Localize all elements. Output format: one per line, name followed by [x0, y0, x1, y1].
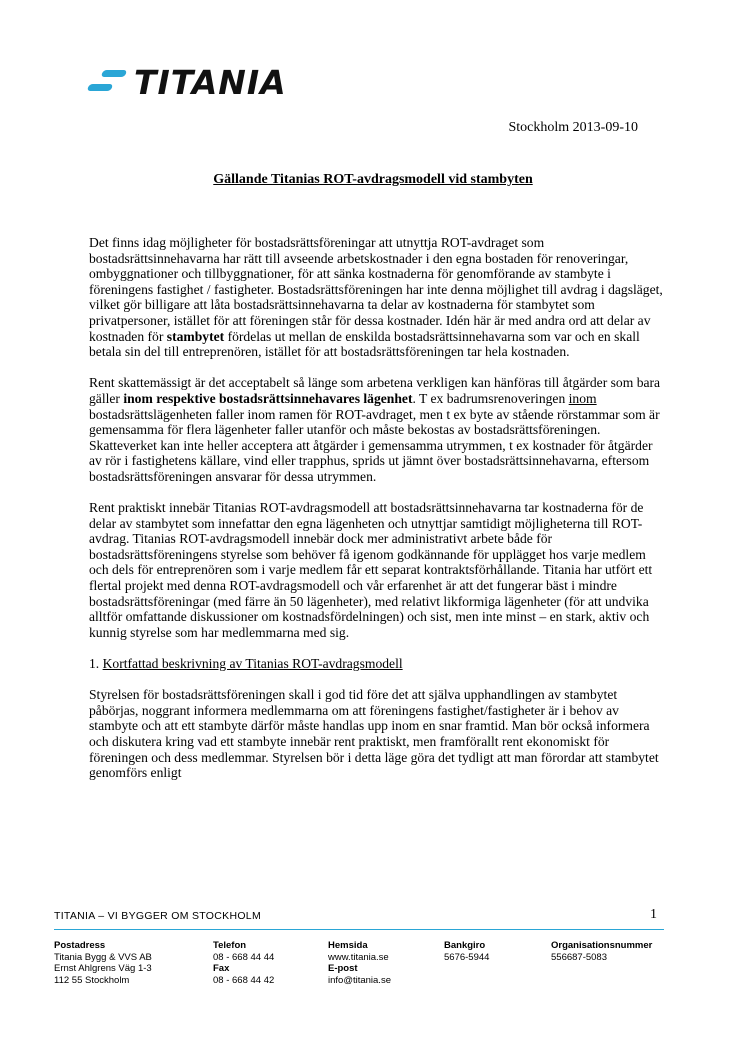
letter-title: Gällande Titanias ROT-avdragsmodell vid stambyten	[213, 172, 533, 187]
paragraph-2: Rent skattemässigt är det acceptabelt så länge som arbetena verkligen kan hänföras till åtgärder som bara gäller inom respektive bostadsrättsinnehavares lägenhet. T ex badrumsrenoveringen inom bostadsrättslägenheten faller inom ramen för ROT-avdraget, men t ex byte av stående rörstammar som är gemensamma för flera lägenheter faller utanför och måste bekostas av bostadsrättsföreningen. Skatteverket kan inte heller acceptera att åtgärder i gemensamma utrymmen, t ex kostnader för åtgärder av rör i fastighetens källare, vind eller trapphus, sprids ut jämnt över bostadsrättsinnehavarna, eftersom bostadsrättsföreningen ansvarar för dessa utrymmen.	[89, 375, 661, 484]
letter-date: Stockholm 2013-09-10	[508, 120, 638, 135]
page-number: 1	[650, 907, 657, 922]
paragraph-3: Rent praktiskt innebär Titanias ROT-avdragsmodell att bostadsrättsinnehavarna tar kostnaderna för de delar av stambytet som innefattar den egna lägenheten och utnyttjar samtidigt möjligheterna till ROT-avdrag. Titanias ROT-avdragsmodell innebär dock mer administrativt arbete både för bostadsrättsföreningens styrelse som behöver få igenom godkännande för upplägget hos varje medlem och dels för entreprenören som i varje medlem får ett separat kontraktsförhållande. Titania har utfört ett flertal projekt med denna ROT-avdragsmodell och vår erfarenhet är att det fungerar bäst i mindre bostadsrättsföreningar (med färre än 50 lägenheter), med relativt likformiga lägenheter (för att undvika alltför omfattande diskussioner om kostnadsfördelningen) och sist, men inte minst – en stark, aktiv och kunnig styrelse som har medlemmarna med sig.	[89, 500, 653, 640]
paragraph-4: Styrelsen för bostadsrättsföreningen skall i god tid före det att själva upphandlingen av stambytet påbörjas, noggrant informera medlemmarna om att föreningens fastighet/fastigheter är i behov av stambyte och att ett stambyte därför måste handlas upp inom en snar framtid. Man bör också informera och diskutera kring vad ett stambyte innebär rent praktiskt, men framförallt rent ekonomiskt för föreningen och dess medlemmar. Styrelsen bör i detta läge göra det tydligt att man förordar att stambytet genomförs enligt	[89, 687, 659, 781]
email-link[interactable]: info@titania.se	[328, 974, 391, 986]
logo-mark-bottom	[87, 84, 114, 91]
footer-hemsida: Hemsida www.titania.se E-post info@titania.se	[328, 940, 391, 986]
letter-body	[89, 235, 663, 796]
titania-logo	[88, 63, 298, 102]
footer-divider	[54, 929, 664, 930]
section-title: Kortfattad beskrivning av Titanias ROT-avdragsmodell	[102, 656, 403, 672]
footer-slogan: TITANIA – VI BYGGER OM STOCKHOLM	[54, 910, 261, 922]
paragraph-1: Det finns idag möjligheter för bostadsrättsföreningar att utnyttja ROT-avdraget som bostadsrättsinnehavarna har rätt till avseende arbetskostnader i den egna bostaden för renoveringar, ombyggnationer och tillbyggnationer, för att sänka kostnaderna för genomförande av stambyte i föreningens fastighet / fastigheter. Bostadsrättsföreningen har inte denna möjlighet till avdrag i dagsläget, vilket gör billigare att låta bostadsrättsinnehavarna ta delar av kostnaderna för stambytet som privatpersoner, istället för att föreningen står för dessa kostnader. Idén här är med andra ord att delar av kostnaden för stambytet fördelas ut mellan de enskilda bostadsrättsinnehavarna som var och en skall betala sin del till entreprenören, istället för att bostadsrättsföreningen tar hela kostnaden.	[89, 235, 663, 360]
logo-text: TITANIA	[134, 63, 287, 102]
website-link[interactable]: www.titania.se	[328, 951, 389, 963]
underline-inom: inom	[568, 390, 597, 406]
section-heading: 1. Kortfattad beskrivning av Titanias ROT-avdragsmodell	[89, 656, 403, 672]
bold-inom-lagenhet: inom respektive bostadsrättsinnehavares lägenhet	[123, 390, 413, 406]
logo-mark-top	[101, 70, 128, 77]
footer-telefon: Telefon 08 - 668 44 44 Fax 08 - 668 44 42	[213, 940, 275, 986]
bold-stambytet: stambytet	[166, 328, 225, 344]
footer-bankgiro: Bankgiro 5676-5944	[444, 940, 490, 963]
footer-organisationsnummer: Organisationsnummer 556687-5083	[551, 940, 653, 963]
footer-postadress: Postadress Titania Bygg & VVS AB Ernst Ahlgrens Väg 1-3 112 55 Stockholm	[54, 940, 152, 986]
